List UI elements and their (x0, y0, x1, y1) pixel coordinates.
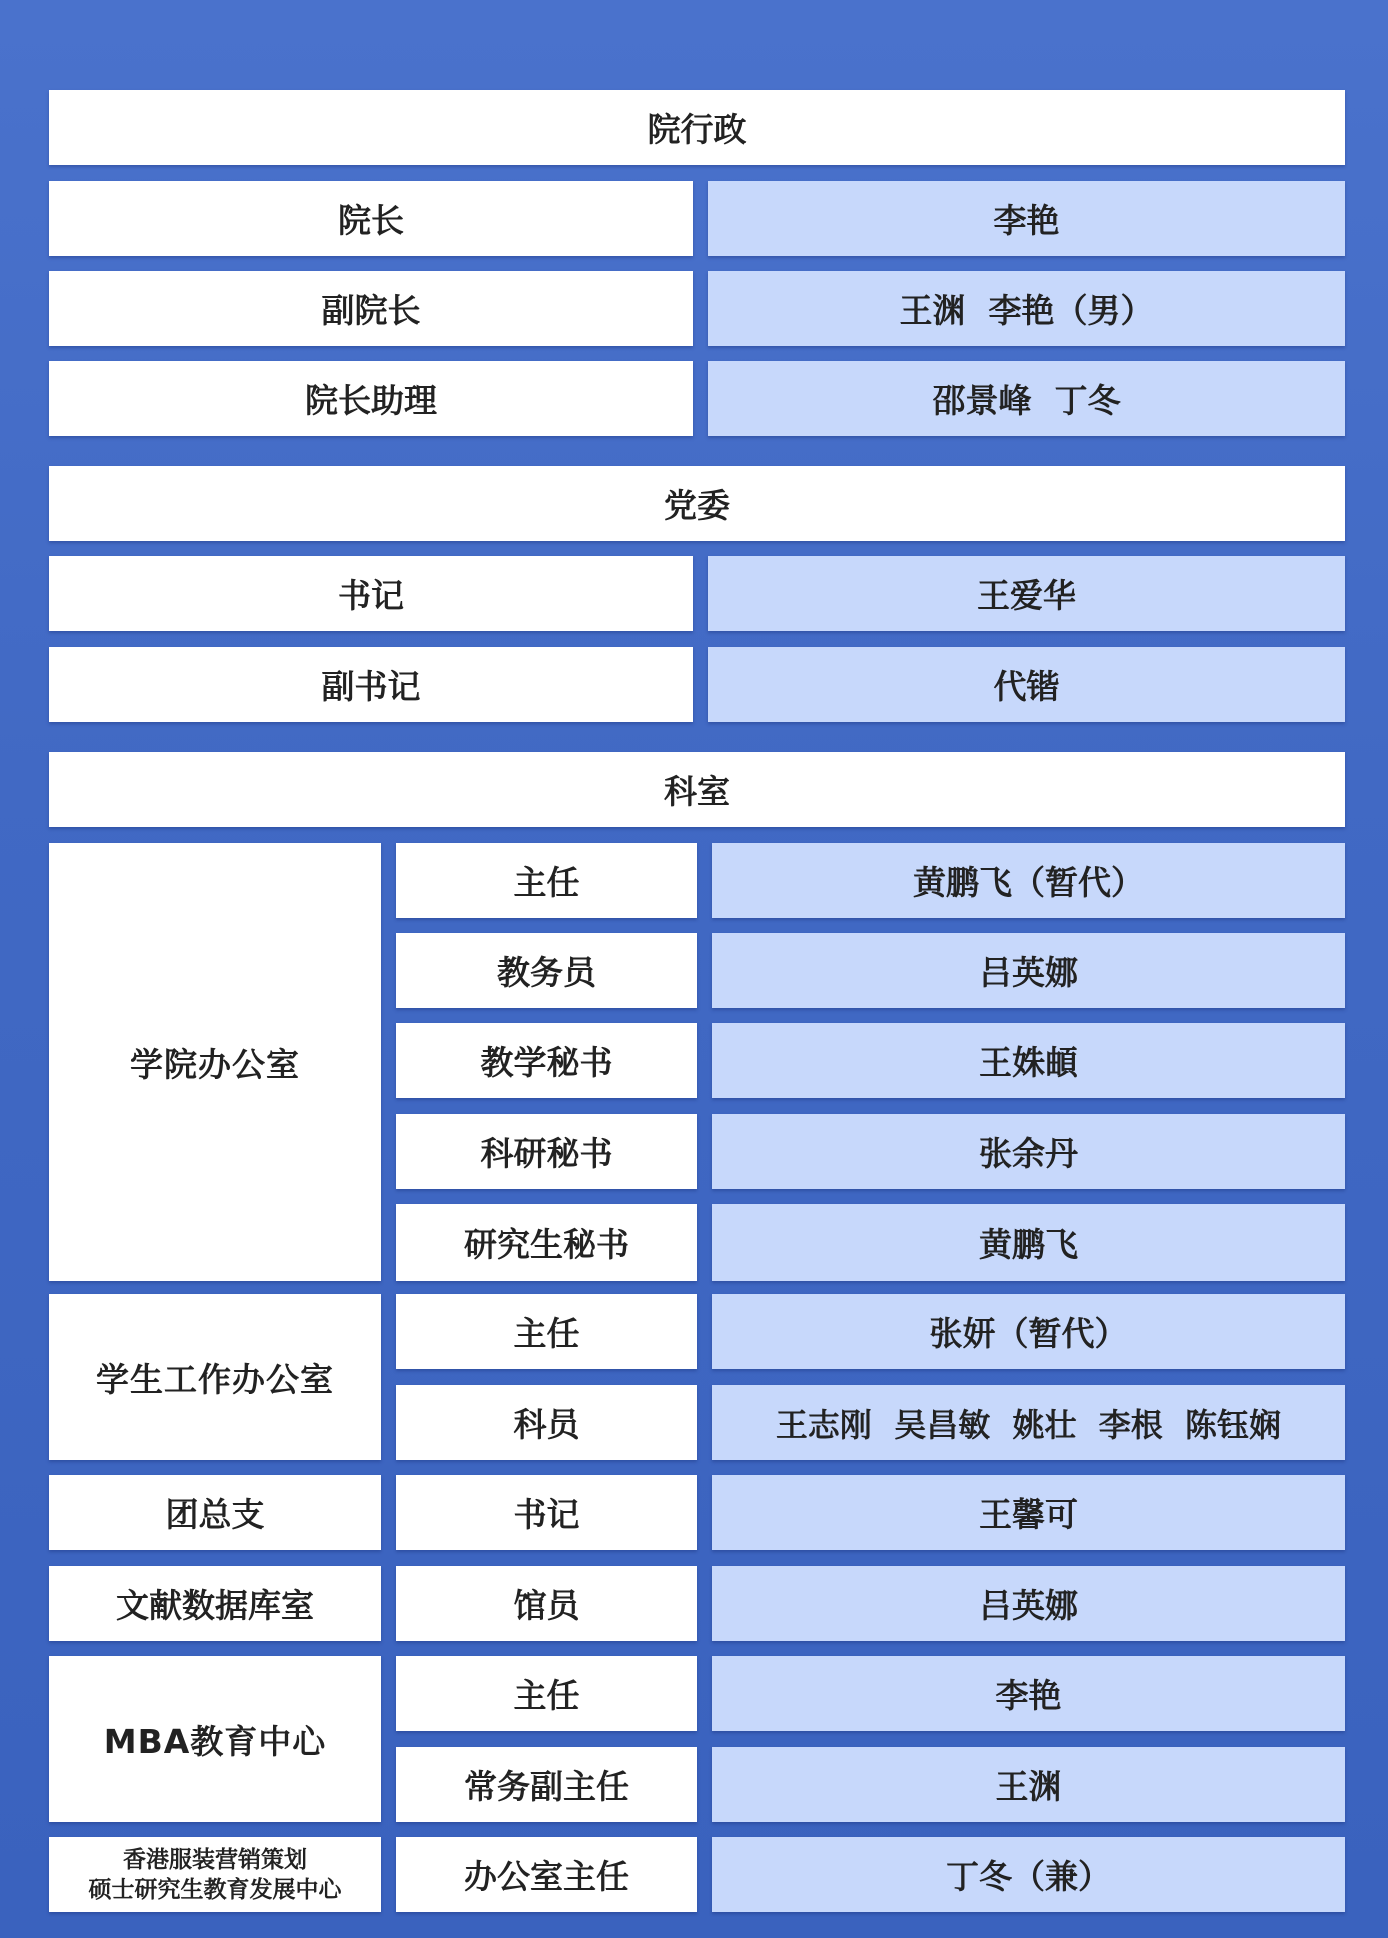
dept-youth-league: 团总支 (49, 1475, 381, 1550)
name-college-director: 黄鹏飞（暂代） (712, 843, 1345, 918)
name-teaching-secretary: 王姝頔 (712, 1023, 1345, 1098)
role-teaching-secretary: 教学秘书 (396, 1023, 697, 1098)
name-mba-executive-deputy: 王渊 (712, 1747, 1345, 1822)
role-mba-director: 主任 (396, 1656, 697, 1731)
name-league-secretary: 王馨可 (712, 1475, 1345, 1550)
admin-name-assistant: 邵景峰 丁冬 (708, 361, 1345, 436)
dept-mba-center: MBA教育中心 (49, 1656, 381, 1822)
party-role-deputy: 副书记 (49, 647, 693, 722)
name-research-secretary: 张余丹 (712, 1114, 1345, 1189)
party-name-secretary: 王爱华 (708, 556, 1345, 631)
dept-student-affairs: 学生工作办公室 (49, 1294, 381, 1460)
role-college-director: 主任 (396, 843, 697, 918)
dept-literature-database: 文献数据库室 (49, 1566, 381, 1641)
name-student-director: 张妍（暂代） (712, 1294, 1345, 1369)
party-role-secretary: 书记 (49, 556, 693, 631)
role-graduate-secretary: 研究生秘书 (396, 1204, 697, 1281)
admin-name-vice-dean: 王渊 李艳（男） (708, 271, 1345, 346)
name-mba-director: 李艳 (712, 1656, 1345, 1731)
dept-hk-line1: 香港服装营销策划 (123, 1846, 307, 1873)
name-student-staff: 王志刚 吴昌敏 姚壮 李根 陈钰娴 (712, 1385, 1345, 1460)
name-academic-clerk: 吕英娜 (712, 933, 1345, 1008)
role-student-director: 主任 (396, 1294, 697, 1369)
role-league-secretary: 书记 (396, 1475, 697, 1550)
party-header: 党委 (49, 466, 1345, 541)
dept-hk-line2: 硕士研究生教育发展中心 (88, 1876, 342, 1903)
admin-role-assistant: 院长助理 (49, 361, 693, 436)
dept-hk-marketing-center (49, 1837, 381, 1912)
party-name-deputy: 代锴 (708, 647, 1345, 722)
admin-role-dean: 院长 (49, 181, 693, 256)
name-graduate-secretary: 黄鹏飞 (712, 1204, 1345, 1281)
name-hk-office-director: 丁冬（兼） (712, 1837, 1345, 1912)
offices-header: 科室 (49, 752, 1345, 827)
role-librarian: 馆员 (396, 1566, 697, 1641)
admin-role-vice-dean: 副院长 (49, 271, 693, 346)
role-student-staff: 科员 (396, 1385, 697, 1460)
name-librarian: 吕英娜 (712, 1566, 1345, 1641)
role-academic-clerk: 教务员 (396, 933, 697, 1008)
role-research-secretary: 科研秘书 (396, 1114, 697, 1189)
admin-header: 院行政 (49, 90, 1345, 165)
dept-college-office: 学院办公室 (49, 843, 381, 1281)
admin-name-dean: 李艳 (708, 181, 1345, 256)
role-mba-executive-deputy: 常务副主任 (396, 1747, 697, 1822)
role-hk-office-director: 办公室主任 (396, 1837, 697, 1912)
